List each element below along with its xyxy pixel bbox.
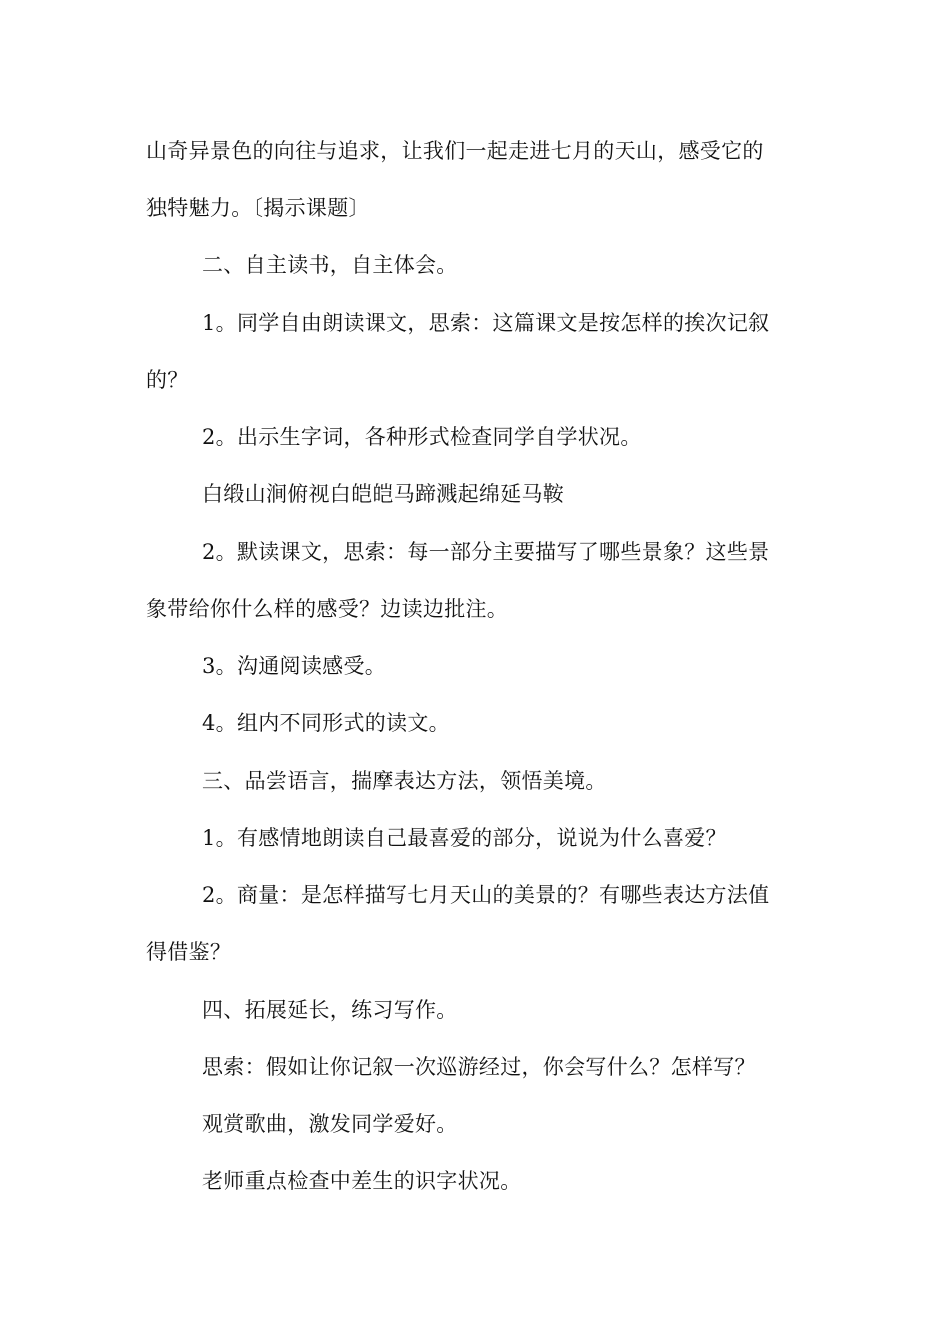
step-teacher-check: 老师重点检查中差生的识字状况。 bbox=[202, 1169, 522, 1193]
step-read-line-2: 的？ bbox=[146, 368, 189, 392]
step-vocab: 2。出示生字词，各种形式检查同学自学状况。 bbox=[202, 425, 642, 449]
step-share: 3。沟通阅读感受。 bbox=[202, 654, 387, 678]
section-heading-2: 二、自主读书，自主体会。 bbox=[202, 253, 458, 277]
step-song: 观赏歌曲，激发同学爱好。 bbox=[202, 1112, 458, 1136]
step-emotional-read: 1。有感情地朗读自己最喜爱的部分，说说为什么喜爱？ bbox=[202, 826, 727, 850]
step-think: 思索：假如让你记叙一次巡游经过，你会写什么？怎样写？ bbox=[202, 1055, 756, 1079]
step-discuss-line-1: 2。商量：是怎样描写七月天山的美景的？有哪些表达方法值 bbox=[202, 883, 770, 907]
paragraph-intro-line-2: 独特魅力。〔揭示课题〕 bbox=[146, 196, 370, 220]
vocab-list: 白缎山涧俯视白皑皑马蹄溅起绵延马鞍 bbox=[202, 482, 565, 506]
paragraph-intro-line-1: 山奇异景色的向往与追求，让我们一起走进七月的天山，感受它的 bbox=[146, 139, 764, 163]
section-heading-4: 四、拓展延长，练习写作。 bbox=[202, 998, 458, 1022]
section-heading-3: 三、品尝语言，揣摩表达方法，领悟美境。 bbox=[202, 769, 607, 793]
step-read-line-1: 1。同学自由朗读课文，思索：这篇课文是按怎样的挨次记叙 bbox=[202, 311, 770, 335]
step-silent-read-line-1: 2。默读课文，思索：每一部分主要描写了哪些景象？这些景 bbox=[202, 540, 770, 564]
step-discuss-line-2: 得借鉴？ bbox=[146, 940, 232, 964]
step-group-read: 4。组内不同形式的读文。 bbox=[202, 711, 450, 735]
step-silent-read-line-2: 象带给你什么样的感受？边读边批注。 bbox=[146, 597, 509, 621]
